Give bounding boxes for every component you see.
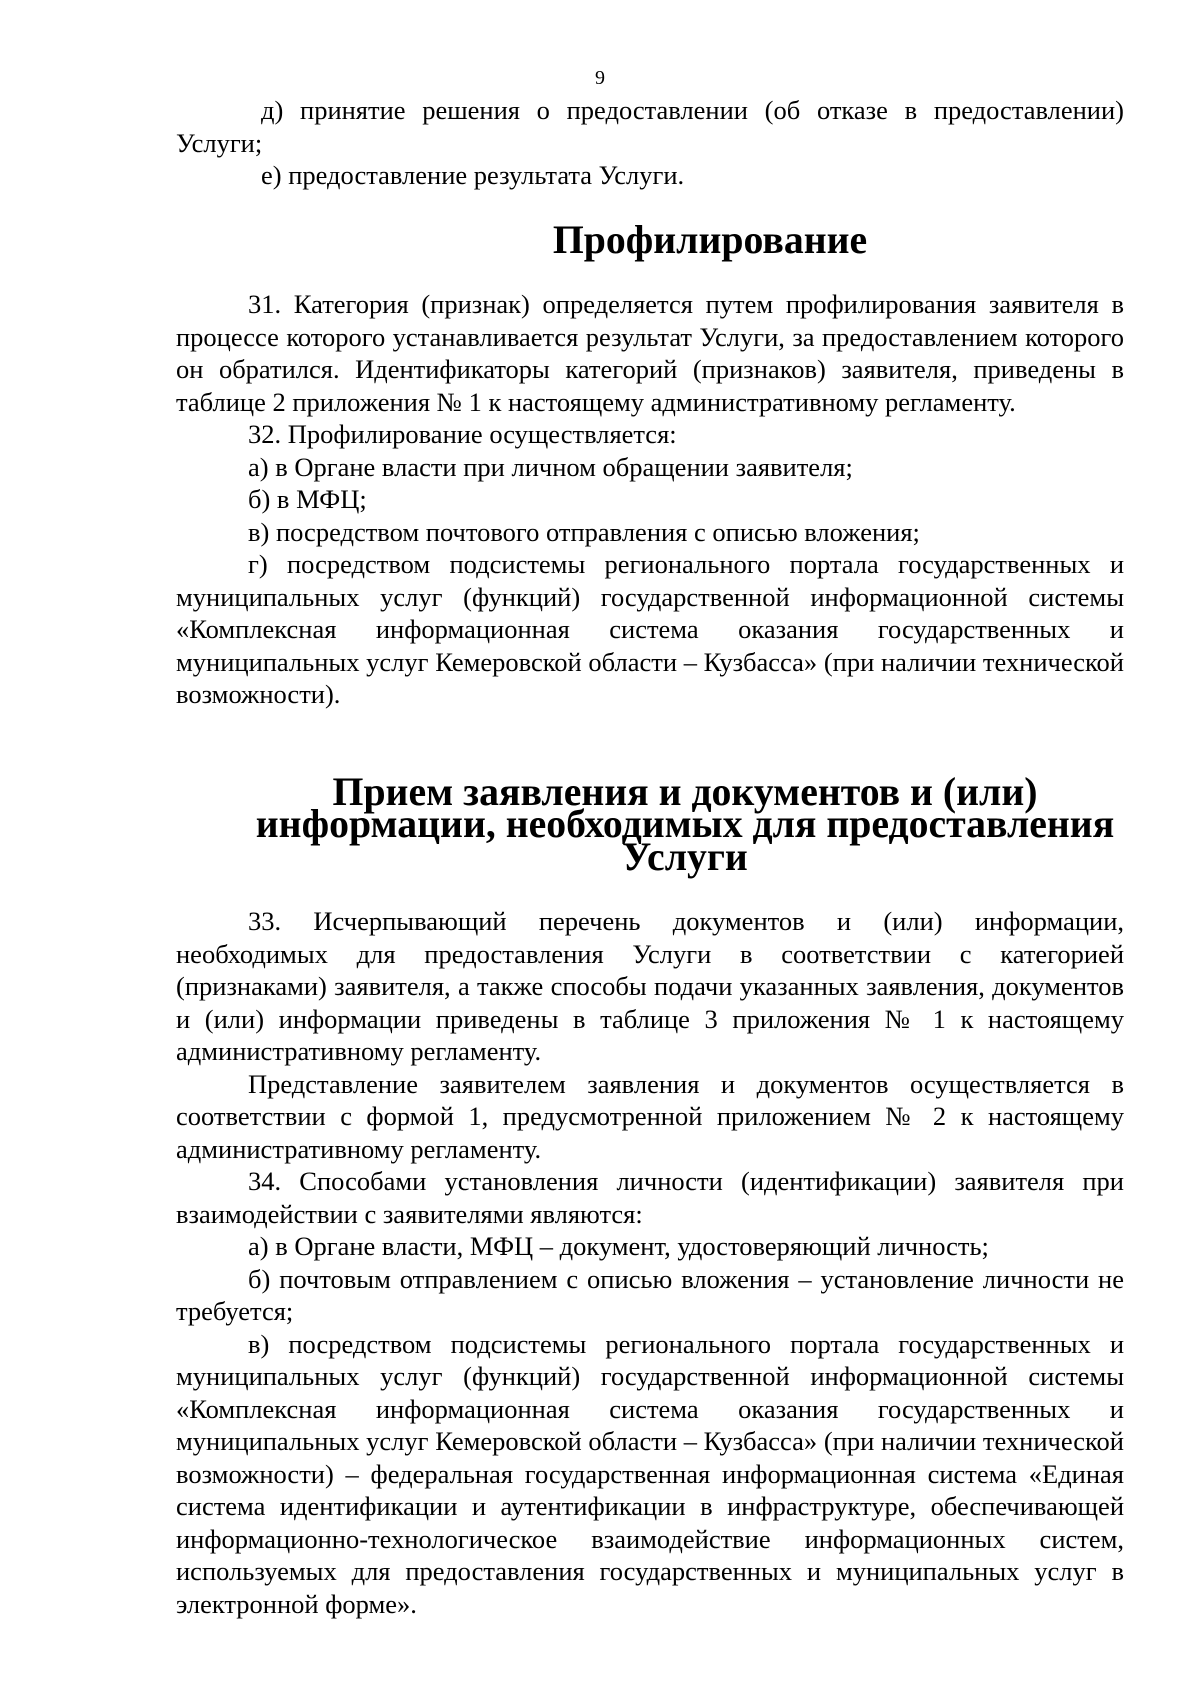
paragraph-32-g: г) посредством подсистемы регионального портала государственных и муниципальных услуг (функций) государственной информационной системы «Комплексная информационная система оказания государственных и муниципальных услуг Кемеровской области – Кузбасса» (при наличии технической возможности).	[176, 549, 1124, 709]
paragraph-31: 31. Категория (признак) определяется путем профилирования заявителя в процессе которого устанавливается результат Услуги, за предоставлением которого он обратился. Идентификаторы категорий (признаков) заявителя, приведены в таблице 2 приложения № 1 к настоящему административному регламенту.	[176, 289, 1124, 417]
page-number: 9	[595, 67, 605, 89]
document-body	[176, 94, 1124, 1620]
paragraph-33: 33. Исчерпывающий перечень документов и (или) информации, необходимых для предоставления Услуги в соответствии с категорией (признаками) заявителя, а также способы подачи указанных заявления, документов и (или) информации приведены в таблице 3 приложения № 1 к настоящему административному регламенту.	[176, 906, 1124, 1066]
paragraph-34-v: в) посредством подсистемы регионального портала государственных и муниципальных услуг (функций) государственной информационной системы «Комплексная информационная система оказания государственных и муниципальных услуг Кемеровской области – Кузбасса» (при наличии технической возможности) – федеральная государственная информационная система «Единая система идентификации и аутентификации в инфраструктуре, обеспечивающей информационно-технологическое взаимодействие информационных систем, используемых для предоставления государственных и муниципальных услуг в электронной форме».	[176, 1328, 1124, 1619]
paragraph-33-form: Представление заявителем заявления и документов осуществляется в соответствии с формой 1, предусмотренной приложением № 2 к настоящему административному регламенту.	[176, 1068, 1124, 1164]
intro-item-e: е) предоставление результата Услуги.	[261, 160, 685, 190]
paragraph-34: 34. Способами установления личности (идентификации) заявителя при взаимодействии с заявителями являются:	[176, 1166, 1124, 1229]
paragraph-32-b: б) в МФЦ;	[248, 484, 367, 514]
intro-item-d: д) принятие решения о предоставлении (об отказе в предоставлении) Услуги;	[176, 95, 1124, 158]
section-heading-reception: Прием заявления и документов и (или) информации, необходимых для предоставления Услуги	[255, 769, 1115, 879]
paragraph-32-a: а) в Органе власти при личном обращении заявителя;	[248, 451, 853, 482]
paragraph-32-v: в) посредством почтового отправления с описью вложения;	[248, 516, 920, 547]
paragraph-34-a: а) в Органе власти, МФЦ – документ, удостоверяющий личность;	[248, 1231, 989, 1261]
section-heading-profiling: Профилирование	[552, 217, 868, 262]
paragraph-32: 32. Профилирование осуществляется:	[248, 419, 677, 449]
paragraph-34-b: б) почтовым отправлением с описью вложения – установление личности не требуется;	[176, 1263, 1124, 1326]
